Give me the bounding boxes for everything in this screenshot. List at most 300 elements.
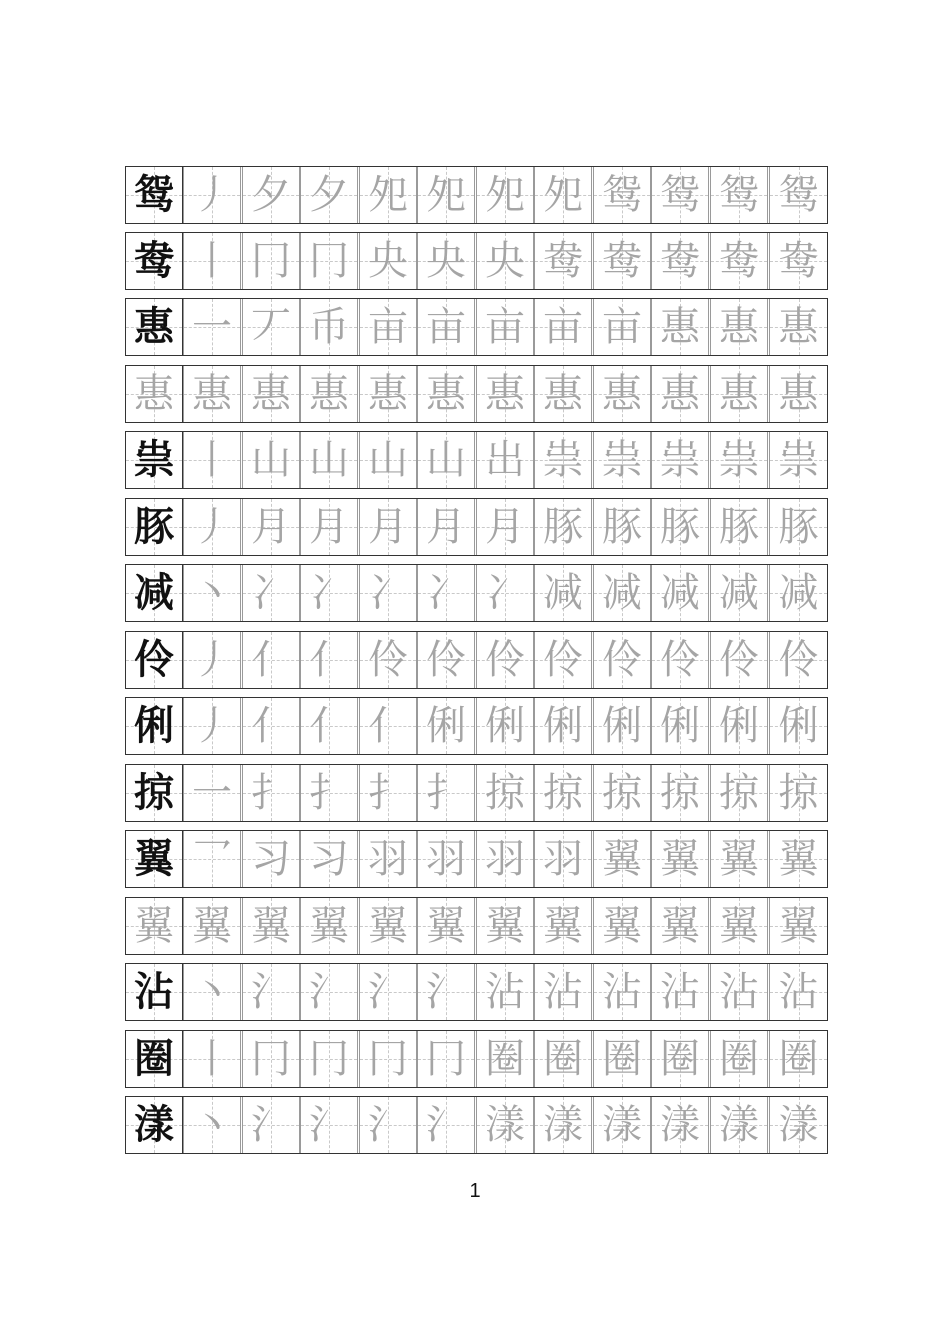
stroke-order-cell <box>710 431 768 489</box>
stroke-order-cell <box>476 498 534 556</box>
stroke-order-cell <box>534 697 592 755</box>
stroke-step-character: 惠 <box>426 371 466 417</box>
practice-row <box>125 232 828 290</box>
stroke-order-cell <box>359 1030 417 1088</box>
stroke-order-cell <box>710 365 768 423</box>
stroke-order-cell <box>300 431 358 489</box>
stroke-step-character: 山 <box>251 437 291 483</box>
stroke-order-cell <box>359 897 417 955</box>
stroke-step-character: 亻 <box>309 637 349 683</box>
stroke-order-cell <box>242 697 300 755</box>
model-character: 沾 <box>134 969 174 1015</box>
stroke-step-character: 月 <box>485 504 525 550</box>
stroke-order-cell <box>300 631 358 689</box>
stroke-step-character: 鸳 <box>602 172 642 218</box>
stroke-order-cell <box>593 564 651 622</box>
stroke-step-character: 冂 <box>251 1036 291 1082</box>
stroke-step-character: 亻 <box>251 703 291 749</box>
stroke-step-character: 亩 <box>426 304 466 350</box>
stroke-order-cell <box>710 1030 768 1088</box>
model-character: 祟 <box>134 437 174 483</box>
stroke-order-cell <box>593 166 651 224</box>
stroke-step-character: 鸳 <box>778 172 819 218</box>
stroke-step-character: 翼 <box>602 836 642 882</box>
stroke-step-character: 冫 <box>368 570 408 616</box>
stroke-order-cell <box>651 564 709 622</box>
stroke-step-character: 冂 <box>368 1036 408 1082</box>
stroke-order-cell <box>710 298 768 356</box>
stroke-order-cell <box>651 232 709 290</box>
stroke-order-cell <box>769 830 828 888</box>
stroke-step-character: 丿 <box>192 703 232 749</box>
stroke-order-cell <box>242 298 300 356</box>
stroke-step-character: 俐 <box>778 703 819 749</box>
stroke-order-cell <box>242 166 300 224</box>
stroke-step-character: 俐 <box>426 703 466 749</box>
model-character-cell <box>125 166 183 224</box>
stroke-step-character: 鸯 <box>543 238 583 284</box>
stroke-step-character: 鸳 <box>719 172 759 218</box>
stroke-step-character: 习 <box>309 836 349 882</box>
stroke-order-cell <box>183 1096 241 1154</box>
model-character-cell <box>125 1096 183 1154</box>
stroke-order-cell <box>534 431 592 489</box>
stroke-step-character: 掠 <box>485 770 525 816</box>
stroke-step-character: 亩 <box>543 304 583 350</box>
stroke-order-cell <box>769 697 828 755</box>
stroke-order-cell <box>359 498 417 556</box>
stroke-step-character: 漾 <box>485 1102 525 1148</box>
stroke-order-cell <box>710 166 768 224</box>
stroke-step-character: 减 <box>660 570 700 616</box>
stroke-order-cell <box>534 963 592 1021</box>
model-character: 豚 <box>134 504 174 550</box>
stroke-step-character: 扌 <box>309 770 349 816</box>
stroke-step-character: 氵 <box>426 1102 466 1148</box>
model-character: 减 <box>134 570 174 616</box>
stroke-order-cell <box>300 298 358 356</box>
stroke-order-cell <box>710 232 768 290</box>
stroke-order-cell <box>476 298 534 356</box>
stroke-order-cell <box>769 166 828 224</box>
stroke-order-cell <box>593 764 651 822</box>
practice-row <box>125 298 828 356</box>
stroke-step-character: 丨 <box>192 437 232 483</box>
stroke-step-character: 惠 <box>309 371 349 417</box>
stroke-order-cell <box>534 830 592 888</box>
stroke-step-character: 扌 <box>426 770 466 816</box>
stroke-step-character: 圈 <box>660 1036 700 1082</box>
stroke-step-character: 翼 <box>426 903 466 949</box>
model-character: 鸯 <box>134 238 174 284</box>
stroke-step-character: 伶 <box>368 637 408 683</box>
stroke-step-character: 冂 <box>309 238 349 284</box>
stroke-step-character: 圈 <box>602 1036 642 1082</box>
stroke-order-cell <box>300 830 358 888</box>
stroke-step-character: 夗 <box>368 172 408 218</box>
stroke-order-cell <box>710 1096 768 1154</box>
stroke-step-character: 沾 <box>778 969 819 1015</box>
stroke-step-character: 漾 <box>719 1102 759 1148</box>
stroke-order-cell <box>769 631 828 689</box>
stroke-order-cell <box>476 963 534 1021</box>
stroke-step-character: 央 <box>426 238 466 284</box>
stroke-step-character: 羽 <box>543 836 583 882</box>
practice-row <box>125 365 828 423</box>
stroke-order-cell <box>359 697 417 755</box>
model-character-cell <box>125 963 183 1021</box>
model-character: 鸳 <box>134 172 174 218</box>
stroke-order-cell <box>300 764 358 822</box>
stroke-order-cell <box>476 764 534 822</box>
stroke-order-cell <box>242 897 300 955</box>
stroke-order-cell <box>769 232 828 290</box>
model-character: 惠 <box>134 371 174 417</box>
stroke-step-character: 漾 <box>778 1102 819 1148</box>
stroke-order-cell <box>417 365 475 423</box>
stroke-order-cell <box>183 232 241 290</box>
stroke-step-character: 羽 <box>485 836 525 882</box>
stroke-step-character: 扌 <box>368 770 408 816</box>
practice-row <box>125 631 828 689</box>
stroke-step-character: 惠 <box>778 371 819 417</box>
stroke-order-cell <box>534 764 592 822</box>
stroke-order-cell <box>242 564 300 622</box>
stroke-order-cell <box>593 963 651 1021</box>
stroke-order-cell <box>593 232 651 290</box>
stroke-step-character: 减 <box>719 570 759 616</box>
stroke-step-character: 央 <box>485 238 525 284</box>
stroke-order-cell <box>476 1096 534 1154</box>
stroke-step-character: 翼 <box>368 903 408 949</box>
stroke-order-cell <box>534 365 592 423</box>
stroke-step-character: 沾 <box>602 969 642 1015</box>
stroke-step-character: 伶 <box>426 637 466 683</box>
stroke-step-character: 亩 <box>485 304 525 350</box>
model-character-cell <box>125 764 183 822</box>
stroke-step-character: 月 <box>426 504 466 550</box>
stroke-order-cell <box>359 1096 417 1154</box>
stroke-order-cell <box>300 232 358 290</box>
stroke-order-cell <box>417 166 475 224</box>
model-character: 翼 <box>134 903 174 949</box>
practice-row <box>125 1096 828 1154</box>
stroke-order-cell <box>417 431 475 489</box>
stroke-step-character: 冫 <box>485 570 525 616</box>
stroke-step-character: 冂 <box>426 1036 466 1082</box>
stroke-step-character: 翼 <box>602 903 642 949</box>
stroke-step-character: 祟 <box>660 437 700 483</box>
stroke-order-cell <box>769 431 828 489</box>
stroke-order-cell <box>651 431 709 489</box>
stroke-step-character: 圈 <box>485 1036 525 1082</box>
stroke-order-cell <box>651 697 709 755</box>
stroke-order-cell <box>300 963 358 1021</box>
practice-row <box>125 498 828 556</box>
stroke-order-cell <box>710 564 768 622</box>
stroke-step-character: 俐 <box>602 703 642 749</box>
stroke-order-cell <box>417 631 475 689</box>
stroke-order-cell <box>242 631 300 689</box>
stroke-order-cell <box>651 1096 709 1154</box>
stroke-step-character: 丿 <box>192 504 232 550</box>
stroke-step-character: 翼 <box>251 903 291 949</box>
practice-row <box>125 764 828 822</box>
stroke-step-character: 沾 <box>719 969 759 1015</box>
stroke-step-character: 惠 <box>660 304 700 350</box>
stroke-order-cell <box>710 631 768 689</box>
stroke-order-cell <box>593 631 651 689</box>
stroke-step-character: 翼 <box>543 903 583 949</box>
stroke-step-character: 月 <box>309 504 349 550</box>
stroke-step-character: 冫 <box>251 570 291 616</box>
stroke-order-cell <box>242 431 300 489</box>
model-character-cell <box>125 830 183 888</box>
model-character-cell <box>125 1030 183 1088</box>
stroke-order-cell <box>593 697 651 755</box>
page-number: 1 <box>469 1180 481 1202</box>
stroke-step-character: 圈 <box>719 1036 759 1082</box>
model-character-cell <box>125 498 183 556</box>
stroke-step-character: 翼 <box>778 836 819 882</box>
stroke-order-cell <box>417 697 475 755</box>
stroke-step-character: 惠 <box>719 371 759 417</box>
stroke-step-character: 翼 <box>309 903 349 949</box>
stroke-order-cell <box>476 1030 534 1088</box>
stroke-step-character: 扌 <box>251 770 291 816</box>
stroke-step-character: 币 <box>309 304 349 350</box>
stroke-step-character: 伶 <box>543 637 583 683</box>
stroke-step-character: 伶 <box>719 637 759 683</box>
stroke-step-character: 山 <box>368 437 408 483</box>
stroke-step-character: 丨 <box>192 1036 232 1082</box>
stroke-step-character: 豚 <box>543 504 583 550</box>
stroke-order-cell <box>300 897 358 955</box>
stroke-step-character: 惠 <box>485 371 525 417</box>
stroke-order-cell <box>769 564 828 622</box>
stroke-step-character: 俐 <box>485 703 525 749</box>
stroke-order-cell <box>359 764 417 822</box>
model-character-cell <box>125 232 183 290</box>
stroke-step-character: 俐 <box>719 703 759 749</box>
stroke-step-character: 俐 <box>543 703 583 749</box>
stroke-order-cell <box>769 1030 828 1088</box>
stroke-order-cell <box>534 564 592 622</box>
stroke-step-character: 氵 <box>368 1102 408 1148</box>
stroke-step-character: 冂 <box>309 1036 349 1082</box>
stroke-order-cell <box>242 764 300 822</box>
stroke-step-character: 豚 <box>660 504 700 550</box>
model-character-cell <box>125 365 183 423</box>
stroke-order-cell <box>183 166 241 224</box>
stroke-order-cell <box>710 963 768 1021</box>
stroke-step-character: 惠 <box>543 371 583 417</box>
stroke-step-character: 惠 <box>251 371 291 417</box>
stroke-order-cell <box>242 232 300 290</box>
stroke-step-character: 氵 <box>309 1102 349 1148</box>
stroke-order-cell <box>300 697 358 755</box>
stroke-step-character: 山 <box>309 437 349 483</box>
stroke-order-cell <box>183 631 241 689</box>
stroke-step-character: 丨 <box>192 238 232 284</box>
stroke-order-cell <box>242 498 300 556</box>
practice-row <box>125 830 828 888</box>
model-character-cell <box>125 631 183 689</box>
stroke-order-cell <box>183 963 241 1021</box>
stroke-order-cell <box>710 830 768 888</box>
model-character: 掠 <box>134 770 174 816</box>
stroke-order-cell <box>769 1096 828 1154</box>
stroke-order-cell <box>476 897 534 955</box>
stroke-order-cell <box>534 298 592 356</box>
stroke-step-character: 一 <box>192 304 232 350</box>
stroke-order-cell <box>242 963 300 1021</box>
stroke-order-cell <box>242 1030 300 1088</box>
stroke-order-cell <box>534 897 592 955</box>
stroke-step-character: 丶 <box>192 570 232 616</box>
stroke-step-character: 沾 <box>543 969 583 1015</box>
stroke-order-cell <box>593 431 651 489</box>
stroke-step-character: 伶 <box>660 637 700 683</box>
stroke-order-cell <box>417 1096 475 1154</box>
stroke-step-character: 亻 <box>251 637 291 683</box>
stroke-step-character: 冫 <box>426 570 466 616</box>
stroke-order-cell <box>593 365 651 423</box>
stroke-step-character: 习 <box>251 836 291 882</box>
stroke-order-cell <box>476 631 534 689</box>
stroke-step-character: 漾 <box>543 1102 583 1148</box>
stroke-step-character: 漾 <box>660 1102 700 1148</box>
stroke-order-cell <box>534 232 592 290</box>
stroke-order-cell <box>710 897 768 955</box>
stroke-order-cell <box>300 365 358 423</box>
stroke-step-character: 氵 <box>309 969 349 1015</box>
stroke-order-cell <box>417 1030 475 1088</box>
stroke-order-cell <box>593 1030 651 1088</box>
stroke-step-character: 沾 <box>485 969 525 1015</box>
stroke-order-cell <box>183 697 241 755</box>
stroke-order-cell <box>242 830 300 888</box>
stroke-step-character: 鸯 <box>602 238 642 284</box>
stroke-order-cell <box>534 166 592 224</box>
stroke-order-cell <box>417 830 475 888</box>
model-character-cell <box>125 897 183 955</box>
stroke-order-cell <box>769 298 828 356</box>
stroke-step-character: 豚 <box>778 504 819 550</box>
stroke-step-character: 鸳 <box>660 172 700 218</box>
stroke-order-cell <box>300 1030 358 1088</box>
stroke-order-cell <box>359 166 417 224</box>
practice-row <box>125 897 828 955</box>
stroke-order-cell <box>593 830 651 888</box>
stroke-order-cell <box>534 1030 592 1088</box>
stroke-order-cell <box>593 897 651 955</box>
stroke-step-character: 掠 <box>719 770 759 816</box>
stroke-order-cell <box>769 498 828 556</box>
stroke-order-cell <box>651 1030 709 1088</box>
stroke-step-character: 惠 <box>192 371 232 417</box>
stroke-step-character: 出 <box>485 437 525 483</box>
stroke-order-cell <box>651 166 709 224</box>
stroke-order-cell <box>534 631 592 689</box>
stroke-order-cell <box>359 365 417 423</box>
stroke-step-character: 羽 <box>368 836 408 882</box>
practice-row <box>125 1030 828 1088</box>
stroke-order-cell <box>769 365 828 423</box>
stroke-step-character: 翼 <box>719 836 759 882</box>
stroke-order-cell <box>359 631 417 689</box>
stroke-order-cell <box>417 298 475 356</box>
stroke-step-character: 惠 <box>602 371 642 417</box>
stroke-step-character: 翼 <box>778 903 819 949</box>
stroke-step-character: 丿 <box>192 637 232 683</box>
stroke-step-character: 山 <box>426 437 466 483</box>
model-character: 圈 <box>134 1036 174 1082</box>
practice-row <box>125 166 828 224</box>
stroke-order-cell <box>359 830 417 888</box>
stroke-order-cell <box>651 830 709 888</box>
stroke-order-cell <box>417 498 475 556</box>
stroke-step-character: 圈 <box>778 1036 819 1082</box>
stroke-order-cell <box>476 431 534 489</box>
stroke-order-cell <box>710 697 768 755</box>
practice-row <box>125 564 828 622</box>
stroke-step-character: 减 <box>602 570 642 616</box>
stroke-step-character: 祟 <box>778 437 819 483</box>
stroke-order-cell <box>183 764 241 822</box>
stroke-step-character: 圈 <box>543 1036 583 1082</box>
stroke-step-character: 丆 <box>251 304 291 350</box>
stroke-order-cell <box>769 897 828 955</box>
stroke-step-character: 翼 <box>485 903 525 949</box>
stroke-step-character: 氵 <box>426 969 466 1015</box>
model-character: 漾 <box>134 1102 174 1148</box>
stroke-order-cell <box>651 764 709 822</box>
stroke-order-cell <box>476 564 534 622</box>
model-character: 俐 <box>134 703 174 749</box>
stroke-step-character: 羽 <box>426 836 466 882</box>
stroke-step-character: 惠 <box>778 304 819 350</box>
stroke-order-cell <box>710 764 768 822</box>
stroke-order-cell <box>183 298 241 356</box>
stroke-order-cell <box>300 564 358 622</box>
stroke-step-character: 丿 <box>192 172 232 218</box>
stroke-step-character: 夕 <box>251 172 291 218</box>
model-character: 伶 <box>134 637 174 683</box>
stroke-order-cell <box>476 697 534 755</box>
stroke-step-character: 伶 <box>778 637 819 683</box>
stroke-step-character: 氵 <box>251 1102 291 1148</box>
stroke-order-cell <box>769 764 828 822</box>
stroke-order-cell <box>300 166 358 224</box>
stroke-step-character: 翼 <box>660 903 700 949</box>
stroke-order-cell <box>300 1096 358 1154</box>
stroke-order-cell <box>651 963 709 1021</box>
stroke-order-cell <box>476 232 534 290</box>
stroke-step-character: 伶 <box>485 637 525 683</box>
stroke-order-cell <box>183 498 241 556</box>
model-character-cell <box>125 697 183 755</box>
stroke-step-character: 漾 <box>602 1102 642 1148</box>
practice-row <box>125 963 828 1021</box>
stroke-order-cell <box>417 963 475 1021</box>
stroke-step-character: 惠 <box>368 371 408 417</box>
stroke-step-character: 亻 <box>309 703 349 749</box>
stroke-step-character: 祟 <box>719 437 759 483</box>
stroke-order-cell <box>359 298 417 356</box>
stroke-step-character: 掠 <box>660 770 700 816</box>
stroke-step-character: 掠 <box>602 770 642 816</box>
